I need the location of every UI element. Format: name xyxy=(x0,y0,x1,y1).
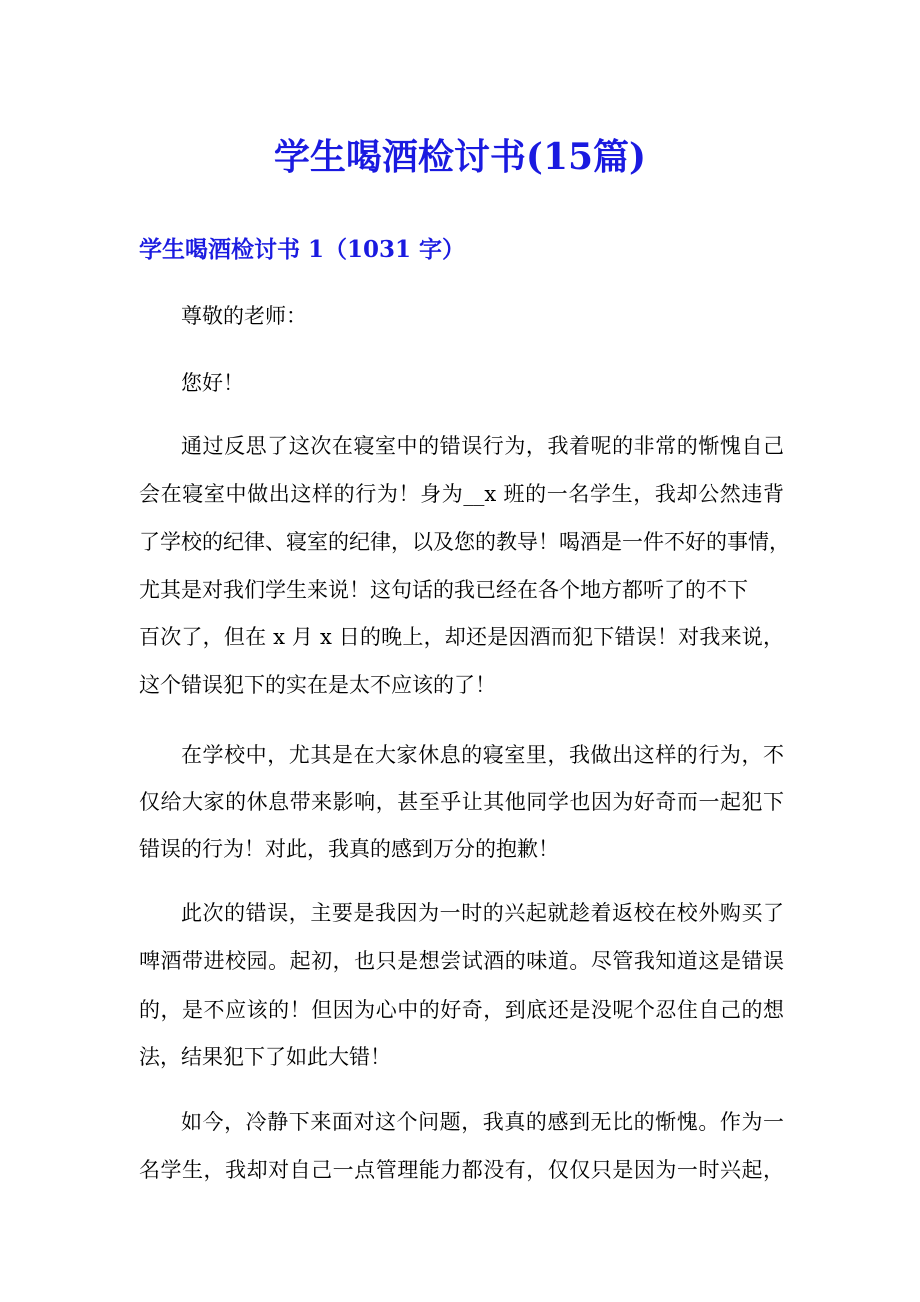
text-line: 如今，冷静下来面对这个问题，我真的感到无比的惭愧。作为一 xyxy=(181,1110,784,1134)
text-line: 百次了，但在 x 月 x 日的晚上，却还是因酒而犯下错误！对我来说， xyxy=(139,625,784,649)
text-line: 啤酒带进校园。起初，也只是想尝试酒的味道。尽管我知道这是错误 xyxy=(139,949,784,973)
text-line: 错误的行为！对此，我真的感到万分的抱歉！ xyxy=(139,837,559,861)
text-line: 仅给大家的休息带来影响，甚至乎让其他同学也因为好奇而一起犯下 xyxy=(139,790,784,814)
section-heading: 学生喝酒检讨书 1（1031 字） xyxy=(139,236,466,263)
text-line: 的，是不应该的！但因为心中的好奇，到底还是没呢个忍住自己的想 xyxy=(139,998,784,1022)
salutation: 尊敬的老师： xyxy=(181,304,307,328)
text-line: 会在寝室中做出这样的行为！身为__x 班的一名学生，我却公然违背 xyxy=(139,482,784,506)
text-line: 法，结果犯下了如此大错！ xyxy=(139,1045,391,1069)
text-line: 了学校的纪律、寝室的纪律，以及您的教导！喝酒是一件不好的事情， xyxy=(139,530,790,554)
text-line: 尤其是对我们学生来说！这句话的我已经在各个地方都听了的不下 xyxy=(139,578,748,602)
text-line: 在学校中，尤其是在大家休息的寝室里，我做出这样的行为，不 xyxy=(181,743,784,767)
document-title: 学生喝酒检讨书(15篇) xyxy=(273,136,647,178)
text-line: 此次的错误，主要是我因为一时的兴起就趁着返校在校外购买了 xyxy=(181,901,784,925)
text-line: 名学生，我却对自己一点管理能力都没有，仅仅只是因为一时兴起， xyxy=(139,1158,784,1182)
greeting: 您好！ xyxy=(181,371,244,395)
text-line: 通过反思了这次在寝室中的错误行为，我着呢的非常的惭愧自己 xyxy=(181,434,784,458)
text-line: 这个错误犯下的实在是太不应该的了！ xyxy=(139,673,496,697)
